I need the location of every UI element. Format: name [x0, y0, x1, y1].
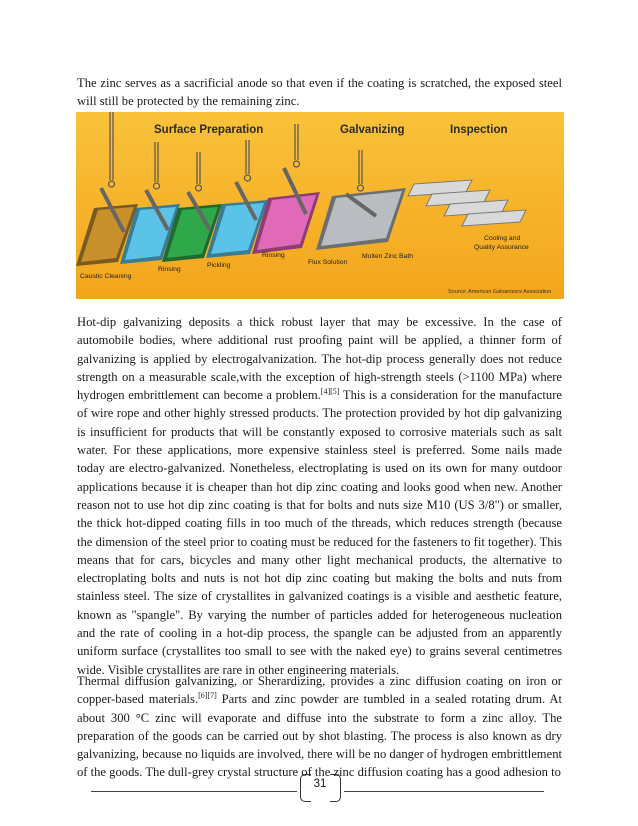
hot-dip-paragraph: [77, 313, 562, 679]
label-rinsing-1: Rinsing: [158, 266, 181, 273]
heading-galvanizing: Galvanizing: [340, 124, 405, 136]
hot-dip-text-a: Hot-dip galvanizing deposits a thick robust layer that may be excessive. In the case of automobile bodies, where additional rust proofing paint will be applied, a thinner form of galvanizing is applied by electrogalvanization. The hot-dip process generally does not reduce strength on a measurable scale,with the exception of high-strength steels (>1100 MPa) where hydrogen embrittlement can become a problem.: [77, 315, 562, 403]
figure-source: Source: American Galvanizers Association: [448, 289, 552, 295]
thermal-text-b: Parts and zinc powder are tumbled in a sealed rotating drum. At about 300 °C zinc will evaporate and diffuse into the substrate to form a zinc alloy. The preparation of the goods can be carried out by shot blasting. The process is also known as dry galvanizing, because no liquids are involved, there will be no danger of hydrogen embrittlement of the goods. The dull-grey crystal structure of the zinc diffusion coating has a good adhesion to: [77, 692, 562, 780]
galvanizing-process-figure: [76, 112, 564, 299]
galvanizing-process-illustration: [76, 112, 564, 299]
citation-4-5[interactable]: [4][5]: [320, 387, 340, 396]
label-cooling-2: Quality Assurance: [474, 244, 529, 251]
label-caustic-cleaning: Caustic Cleaning: [80, 273, 132, 280]
intro-text: The zinc serves as a sacrificial anode so that even if the coating is scratched, the exposed steel will still be protected by the remaining zinc.: [77, 76, 562, 109]
intro-paragraph: [77, 74, 562, 111]
thermal-text-a: Thermal diffusion galvanizing, or Sherardizing, provides a zinc diffusion coating on iron or copper-based materials.: [77, 674, 562, 707]
footer-rule-right: [344, 791, 544, 792]
label-flux-solution: Flux Solution: [308, 259, 348, 266]
hot-dip-text-b: This is a consideration for the manufacture of wire rope and other highly stressed products. The protection provided by hot dip galvanizing is insufficient for products that will be constantly exposed to corrosive materials such as salt water. For these applications, more expensive stainless steel is preferred. Some nails made today are electro-galvanized. Nonetheless, electroplating is used on its own for many outdoor applications because it is cheaper than hot dip zinc coating and looks good when new. Another reason not to use hot dip zinc coating is that for bolts and nuts size M10 (US 3/8") or smaller, the thick hot-dipped coating fills in too much of the threads, which reduces strength (because the dimension of the steel prior to coating must be reduced for the fasteners to fit together). This means that for cars, bicycles and many other light mechanical products, the alternative to electroplating bolts and nuts is not hot dip zinc coating but making the bolts and nuts from stainless steel. The size of crystallites in galvanized coatings is a visible and aesthetic feature, known as "spangle". By varying the number of particles added for heterogeneous nucleation and the rate of cooling in a hot-dip process, the spangle can be adjusted from an apparently uniform surface (crystallites too small to see with the naked eye) to grains several centimetres wide. Visible crystallites are rare in other engineering materials.: [77, 388, 562, 677]
label-cooling-1: Cooling and: [484, 235, 521, 242]
heading-inspection: Inspection: [450, 124, 508, 136]
label-pickling: Pickling: [207, 262, 231, 269]
citation-6-7[interactable]: [6][7]: [198, 691, 217, 701]
page-number: 31: [313, 778, 327, 790]
label-molten-zinc-bath: Molten Zinc Bath: [362, 253, 413, 260]
thermal-diffusion-paragraph: [77, 672, 562, 782]
heading-surface-preparation: Surface Preparation: [154, 124, 264, 136]
footer-rule-left: [91, 791, 297, 792]
label-rinsing-2: Rinsing: [262, 252, 285, 259]
